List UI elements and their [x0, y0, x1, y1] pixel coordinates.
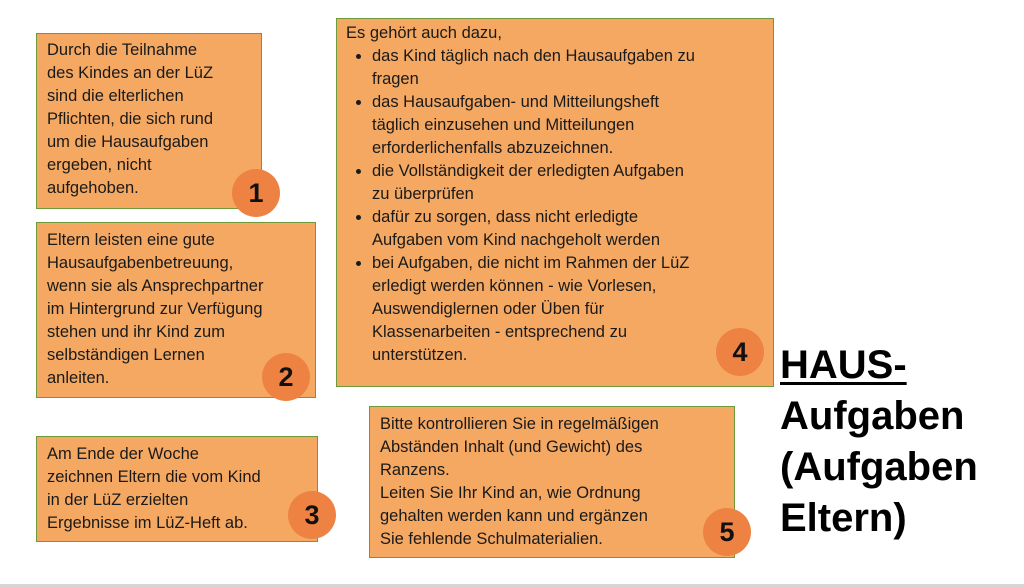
title-line-2: Aufgaben — [780, 394, 965, 438]
box-5-text: Bitte kontrollieren Sie in regelmäßigen Abständen Inhalt (und Gewicht) des Ranzens. Leiten Sie Ihr Kind an, wie Ordnung gehalten werden kann und ergänzen Sie fehlende Schulmaterialien. — [380, 415, 659, 548]
number-badge-1: 1 — [232, 169, 280, 217]
number-badge-2: 2 — [262, 353, 310, 401]
list-item: • die Vollständigkeit der erledigten Aufgaben zu überprüfen — [372, 160, 773, 206]
page-title — [780, 340, 978, 544]
info-box-3 — [36, 436, 318, 542]
title-line-4: Eltern) — [780, 496, 907, 540]
number-badge-5: 5 — [703, 508, 751, 556]
info-box-1 — [36, 33, 262, 209]
info-box-4 — [336, 18, 774, 387]
box-2-text: Eltern leisten eine gute Hausaufgabenbetreuung, wenn sie als Ansprechpartner im Hintergrund zur Verfügung stehen und ihr Kind zum selbständigen Lernen anleiten. — [47, 231, 264, 387]
box-4-intro: Es gehört auch dazu, — [346, 24, 502, 42]
list-item: • dafür zu sorgen, dass nicht erledigte Aufgaben vom Kind nachgeholt werden — [372, 206, 773, 252]
title-line-1: HAUS- — [780, 343, 907, 387]
info-box-5 — [369, 406, 735, 558]
box-3-text: Am Ende der Woche zeichnen Eltern die vom Kind in der LüZ erzielten Ergebnisse im LüZ-Heft ab. — [47, 445, 261, 532]
title-line-3: (Aufgaben — [780, 445, 978, 489]
box-4-list — [346, 45, 773, 367]
list-item: • das Hausaufgaben- und Mitteilungsheft täglich einzusehen und Mitteilungen erforderlichenfalls abzuzeichnen. — [372, 91, 773, 160]
list-item: • bei Aufgaben, die nicht im Rahmen der LüZ erledigt werden können - wie Vorlesen, Auswendiglernen oder Üben für Klassenarbeiten - entsprechend zu unterstützen. — [372, 252, 773, 367]
box-1-text: Durch die Teilnahme des Kindes an der LüZ sind die elterlichen Pflichten, die sich rund um die Hausaufgaben ergeben, nicht aufgehoben. — [47, 41, 214, 197]
number-badge-4: 4 — [716, 328, 764, 376]
list-item: • das Kind täglich nach den Hausaufgaben zu fragen — [372, 45, 773, 91]
number-badge-3: 3 — [288, 491, 336, 539]
